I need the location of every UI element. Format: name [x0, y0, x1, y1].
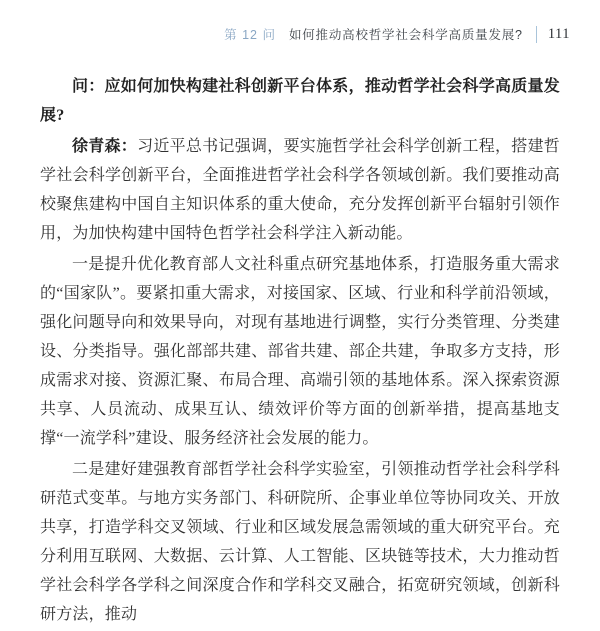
answer-intro-text: 习近平总书记强调，要实施哲学社会科学创新工程，搭建哲学社会科学创新平台，全面推进哲学社会科学各领域创新。我们要推动高校聚焦建构中国自主知识体系的重大使命，充分发挥创新平台辐射引领作用，为加快构建中国特色哲学社会科学注入新动能。: [40, 138, 560, 242]
answer-paragraph-intro: [40, 132, 560, 248]
chapter-title: 如何推动高校哲学社会科学高质量发展?: [288, 28, 523, 42]
chapter-number-label: 第 12 问: [224, 28, 276, 42]
speaker-name: 徐青森：: [72, 138, 138, 155]
header-divider: [536, 26, 537, 43]
question-paragraph: 问：应如何加快构建社科创新平台体系，推动哲学社会科学高质量发展?: [40, 78, 560, 124]
page-number: 111: [547, 25, 570, 42]
page-content: [40, 72, 560, 631]
answer-paragraph-point-one: 一是提升优化教育部人文社科重点研究基地体系，打造服务重大需求的“国家队”。要紧扣重大需求，对接国家、区域、行业和科学前沿领域，强化问题导向和效果导向，对现有基地进行调整，实行分类管理、分类建设、分类指导。强化部部共建、部省共建、部企共建，争取多方支持，形成需求对接、资源汇聚、布局合理、高端引领的基地体系。深入探索资源共享、人员流动、成果互认、绩效评价等方面的创新举措，提高基地支撑“一流学科”建设、服务经济社会发展的能力。: [40, 256, 560, 447]
answer-paragraph-point-two: 二是建好建强教育部哲学社会科学实验室，引领推动哲学社会科学科研范式变革。与地方实务部门、科研院所、企事业单位等协同攻关、开放共享，打造学科交叉领域、行业和区域发展急需领域的重大研究平台。充分利用互联网、大数据、云计算、人工智能、区块链等技术，大力推动哲学社会科学各学科之间深度合作和学科交叉融合，拓宽研究领域，创新科研方法，推动: [40, 461, 560, 623]
page-header: [224, 24, 570, 44]
